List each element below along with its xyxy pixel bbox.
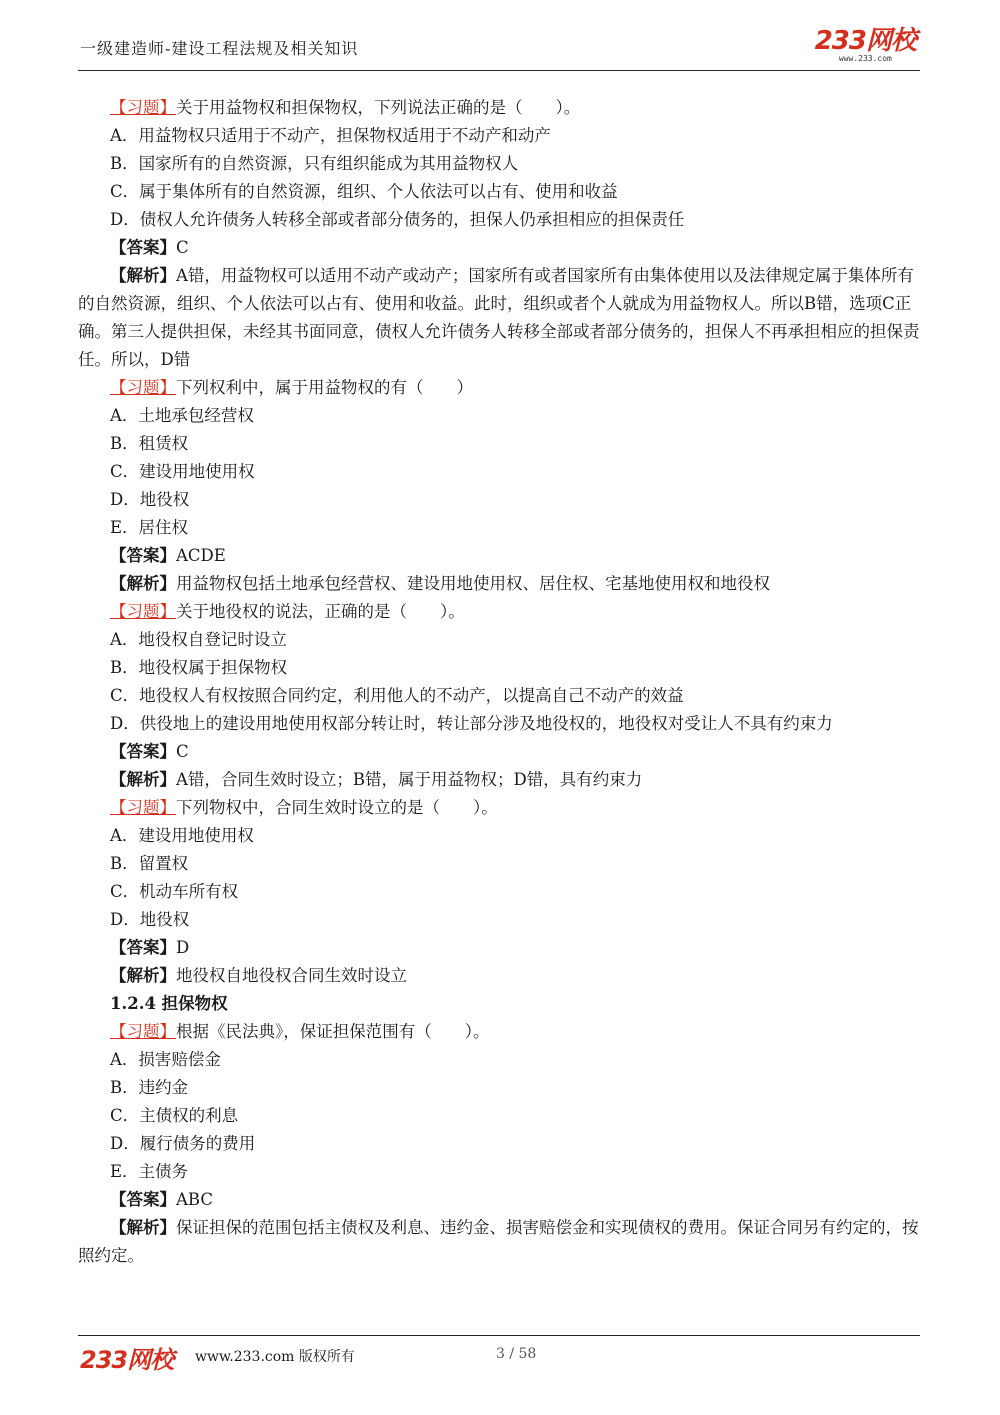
question-stem: 【习题】关于用益物权和担保物权，下列说法正确的是（ ）。	[110, 98, 581, 117]
footer-copyright: www.233.com 版权所有	[195, 1349, 355, 1365]
option: C．主债权的利息	[110, 1106, 239, 1125]
option: B．违约金	[110, 1078, 189, 1097]
analysis-paragraph: 【解析】地役权自地役权合同生效时设立	[110, 966, 407, 985]
option: B．国家所有的自然资源，只有组织能成为其用益物权人	[110, 154, 519, 173]
analysis-paragraph: 【解析】用益物权包括土地承包经营权、建设用地使用权、居住权、宅基地使用权和地役权	[110, 574, 770, 593]
question-stem: 【习题】下列物权中，合同生效时设立的是（ ）。	[110, 798, 498, 817]
logo-url: www.233.com	[838, 54, 892, 63]
answer-line: 【答案】C	[110, 742, 189, 761]
answer-line: 【答案】D	[110, 938, 190, 957]
option: D．地役权	[110, 910, 190, 929]
analysis-paragraph: 【解析】保证担保的范围包括主债权及利息、违约金、损害赔偿金和实现债权的费用。保证合同另有约定的，按照约定。	[78, 1218, 919, 1265]
option: D．供役地上的建设用地使用权部分转让时，转让部分涉及地役权的，地役权对受让人不具有约束力	[110, 714, 833, 733]
option: E．主债务	[110, 1162, 189, 1181]
option: C．属于集体所有的自然资源，组织、个人依法可以占有、使用和收益	[110, 182, 618, 201]
option: A．损害赔偿金	[110, 1050, 221, 1069]
option: E．居住权	[110, 518, 189, 537]
brand-logo	[815, 28, 916, 64]
question-tag: 【习题】	[110, 98, 176, 117]
analysis-paragraph: 【解析】A错，合同生效时设立；B错，属于用益物权；D错，具有约束力	[110, 770, 643, 789]
option: B．地役权属于担保物权	[110, 658, 288, 677]
option: C．建设用地使用权	[110, 462, 255, 481]
option: D．履行债务的费用	[110, 1134, 256, 1153]
header-divider	[78, 70, 920, 71]
option: B．租赁权	[110, 434, 189, 453]
option: D．地役权	[110, 490, 190, 509]
analysis-paragraph: 【解析】A错，用益物权可以适用不动产或动产；国家所有或者国家所有由集体使用以及法律规定属于集体所有的自然资源，组织、个人依法可以占有、使用和收益。此时，组织或者个人就成为用益物权人。所以B错，选项C正确。第三人提供担保，未经其书面同意，债权人允许债务人转移全部或者部分债务的，担保人不再承担相应的担保责任。所以，D错	[78, 266, 920, 369]
question-tag: 【习题】	[110, 378, 176, 397]
question-stem: 【习题】下列权利中，属于用益物权的有（ ）	[110, 378, 473, 397]
question-tag: 【习题】	[110, 602, 176, 621]
question-tag: 【习题】	[110, 1022, 176, 1041]
option: A．用益物权只适用于不动产，担保物权适用于不动产和动产	[110, 126, 551, 145]
document-title: 一级建造师-建设工程法规及相关知识	[80, 39, 359, 58]
option: A．土地承包经营权	[110, 406, 254, 425]
option: D．债权人允许债务人转移全部或者部分债务的，担保人仍承担相应的担保责任	[110, 210, 685, 229]
logo-text: 233网校	[814, 26, 916, 56]
page-number: 3 / 58	[496, 1346, 537, 1362]
document-body	[78, 94, 923, 1270]
question-tag: 【习题】	[110, 798, 176, 817]
question-stem: 【习题】根据《民法典》，保证担保范围有（ ）。	[110, 1022, 490, 1041]
option: A．地役权自登记时设立	[110, 630, 287, 649]
option: A．建设用地使用权	[110, 826, 254, 845]
answer-line: 【答案】C	[110, 238, 189, 257]
footer-divider	[78, 1335, 920, 1336]
option: C．地役权人有权按照合同约定，利用他人的不动产，以提高自己不动产的效益	[110, 686, 684, 705]
option: C．机动车所有权	[110, 882, 239, 901]
footer-logo: 233网校	[80, 1346, 174, 1374]
answer-line: 【答案】ACDE	[110, 546, 226, 565]
question-stem: 【习题】关于地役权的说法，正确的是（ ）。	[110, 602, 465, 621]
option: B．留置权	[110, 854, 189, 873]
section-heading: 1.2.4 担保物权	[110, 994, 228, 1013]
answer-line: 【答案】ABC	[110, 1190, 213, 1209]
